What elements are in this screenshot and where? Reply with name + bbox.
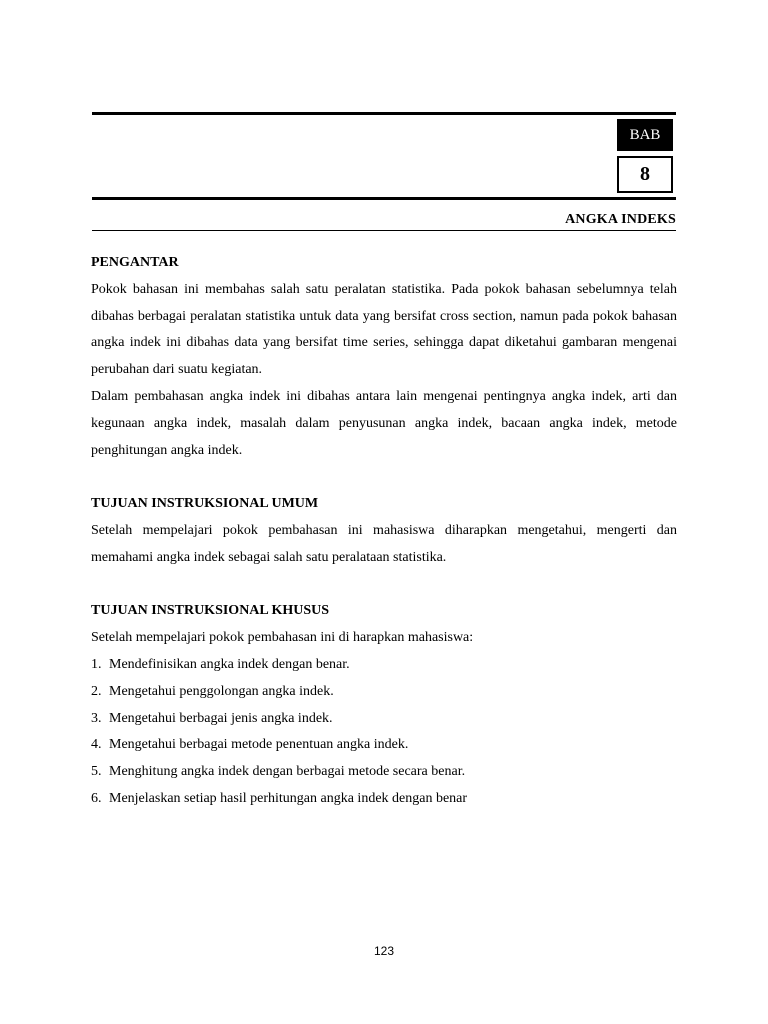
list-item <box>91 732 677 759</box>
list-item-text: Mengetahui berbagai jenis angka indek. <box>109 710 333 726</box>
title-underline <box>92 230 676 231</box>
list-item <box>91 706 677 733</box>
list-item <box>91 652 677 679</box>
list-item-number: 5. <box>91 764 102 780</box>
pengantar-paragraph-1: Pokok bahasan ini membahas salah satu peralatan statistika. Pada pokok bahasan sebelumnya telah dibahas berbagai peralatan statistika untuk data yang bersifat cross section, namun pada pokok bahasan angka indek ini dibahas data yang bersifat time series, sehingga dapat diketahui gambaran mengenai perubahan dari suatu kegiatan. <box>91 281 677 378</box>
bab-number: 8 <box>617 156 673 193</box>
list-item <box>91 759 677 786</box>
header-rule-top <box>92 112 676 115</box>
list-item-text: Menjelaskan setiap hasil perhitungan angka indek dengan benar <box>109 790 468 806</box>
list-item-number: 4. <box>91 737 102 753</box>
list-item-number: 6. <box>91 790 102 806</box>
list-item-number: 3. <box>91 710 102 726</box>
list-item-text: Mengetahui berbagai metode penentuan angka indek. <box>109 737 409 753</box>
bab-label: BAB <box>617 119 673 151</box>
tik-list <box>91 652 677 813</box>
list-item-text: Mengetahui penggolongan angka indek. <box>109 683 334 699</box>
section-heading-pengantar: PENGANTAR <box>91 255 179 270</box>
tiu-paragraph: Setelah mempelajari pokok pembahasan ini mahasiswa diharapkan mengetahui, mengerti dan memahami angka indek sebagai salah satu peralataan statistika. <box>91 522 677 565</box>
list-item <box>91 786 677 813</box>
header-rule-bottom <box>92 197 676 200</box>
list-item-number: 1. <box>91 656 102 672</box>
pengantar-paragraph-2: Dalam pembahasan angka indek ini dibahas antara lain mengenai pentingnya angka indek, arti dan kegunaan angka indek, masalah dalam penyusunan angka indek, bacaan angka indek, metode penghitungan angka indek. <box>91 388 677 458</box>
section-heading-tiu: TUJUAN INSTRUKSIONAL UMUM <box>91 496 319 512</box>
list-item-text: Mendefinisikan angka indek dengan benar. <box>109 656 350 672</box>
chapter-title: ANGKA INDEKS <box>565 212 676 227</box>
list-item-number: 2. <box>91 683 102 699</box>
list-item <box>91 679 677 706</box>
section-heading-tik: TUJUAN INSTRUKSIONAL KHUSUS <box>91 603 330 619</box>
page-number: 123 <box>373 944 395 958</box>
page-content <box>91 250 677 813</box>
list-item-text: Menghitung angka indek dengan berbagai metode secara benar. <box>109 764 466 780</box>
tik-intro: Setelah mempelajari pokok pembahasan ini di harapkan mahasiswa: <box>91 630 474 646</box>
